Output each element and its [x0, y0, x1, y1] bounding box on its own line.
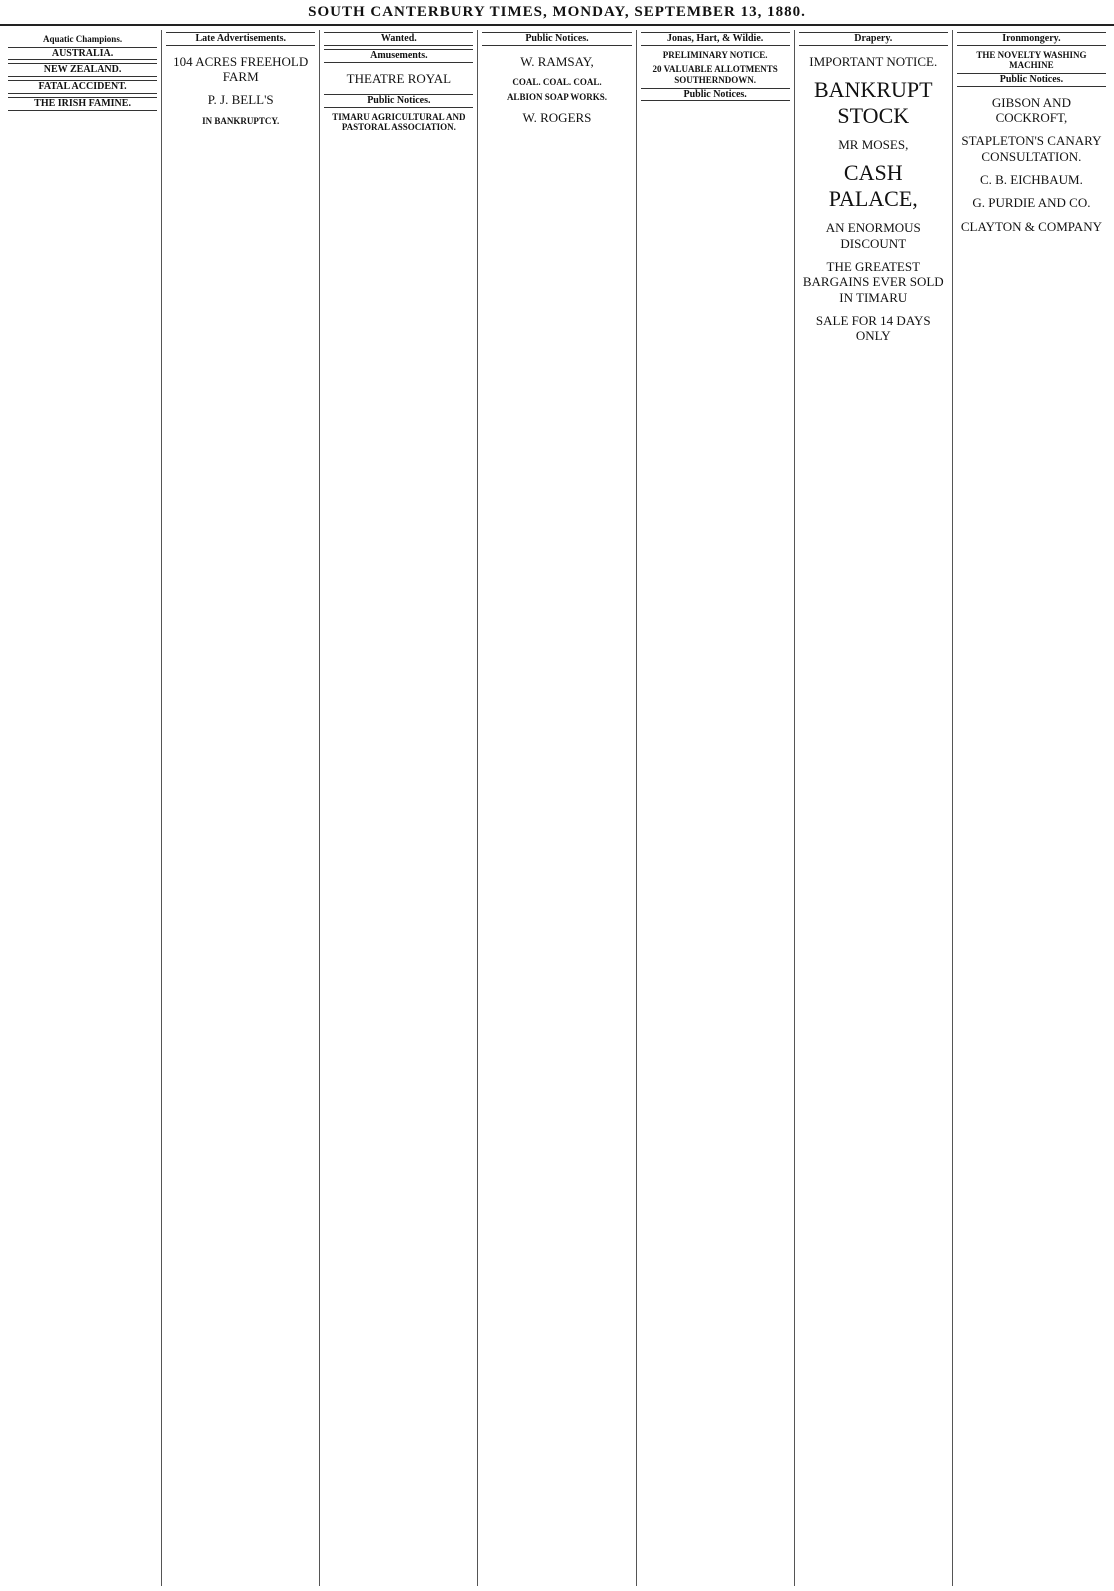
ad-title: GIBSON AND COCKROFT,	[991, 94, 1071, 126]
ad-title: SALE FOR 14 DAYS ONLY	[815, 312, 931, 344]
heading: TIMARU AGRICULTURAL AND PASTORAL ASSOCIATION.	[332, 111, 466, 133]
heading: COAL. COAL. COAL.	[512, 77, 602, 88]
ad-title: CLAYTON & COMPANY	[960, 218, 1102, 234]
heading: AUSTRALIA.	[8, 47, 157, 61]
columns	[4, 30, 1110, 1586]
ad-title: P. J. BELL'S	[207, 92, 274, 108]
ad-title: THE GREATEST BARGAINS EVER SOLD IN TIMARU	[802, 258, 944, 305]
ad-title: BANKRUPT STOCK	[813, 77, 933, 129]
heading: PRELIMINARY NOTICE.	[662, 49, 768, 60]
ad-title: 104 ACRES FREEHOLD FARM	[173, 53, 309, 85]
column-2	[162, 30, 320, 1586]
heading: THE NOVELTY WASHING MACHINE	[976, 49, 1087, 71]
heading: Amusements.	[324, 49, 473, 63]
column-4	[478, 30, 636, 1586]
heading: Aquatic Champions.	[43, 34, 123, 44]
heading: 20 VALUABLE ALLOTMENTS SOUTHERNDOWN.	[652, 64, 778, 86]
heading: Public Notices.	[641, 88, 790, 102]
heading: ALBION SOAP WORKS.	[506, 91, 608, 102]
heading: Ironmongery.	[957, 32, 1106, 46]
ad-title: W. RAMSAY,	[520, 53, 594, 69]
heading: FATAL ACCIDENT.	[8, 80, 157, 94]
heading: Public Notices.	[482, 32, 631, 46]
heading: THE IRISH FAMINE.	[8, 97, 157, 111]
ad-title: C. B. EICHBAUM.	[979, 172, 1083, 188]
column-5	[637, 30, 795, 1586]
heading: Drapery.	[799, 32, 948, 46]
heading: Jonas, Hart, & Wildie.	[641, 32, 790, 46]
heading: NEW ZEALAND.	[8, 63, 157, 77]
ad-title: AN ENORMOUS DISCOUNT	[825, 220, 921, 251]
ad-title: IMPORTANT NOTICE.	[809, 53, 938, 69]
column-3	[320, 30, 478, 1586]
heading: Late Advertisements.	[166, 32, 315, 46]
ad-title: THEATRE ROYAL	[346, 70, 452, 86]
column-1	[4, 30, 162, 1586]
ad-title: W. ROGERS	[522, 110, 592, 126]
column-6	[795, 30, 953, 1586]
ad-title: MR MOSES,	[838, 137, 909, 153]
ad-title: CASH PALACE,	[828, 160, 918, 212]
heading: Wanted.	[324, 32, 473, 46]
ad-title: G. PURDIE AND CO.	[972, 195, 1091, 211]
heading: IN BANKRUPTCY.	[202, 115, 280, 126]
heading: Public Notices.	[957, 73, 1106, 87]
ad-title: STAPLETON'S CANARY CONSULTATION.	[961, 133, 1102, 164]
masthead: SOUTH CANTERBURY TIMES, MONDAY, SEPTEMBER 13, 1880.	[0, 0, 1114, 26]
column-7	[953, 30, 1110, 1586]
heading: Public Notices.	[324, 94, 473, 108]
